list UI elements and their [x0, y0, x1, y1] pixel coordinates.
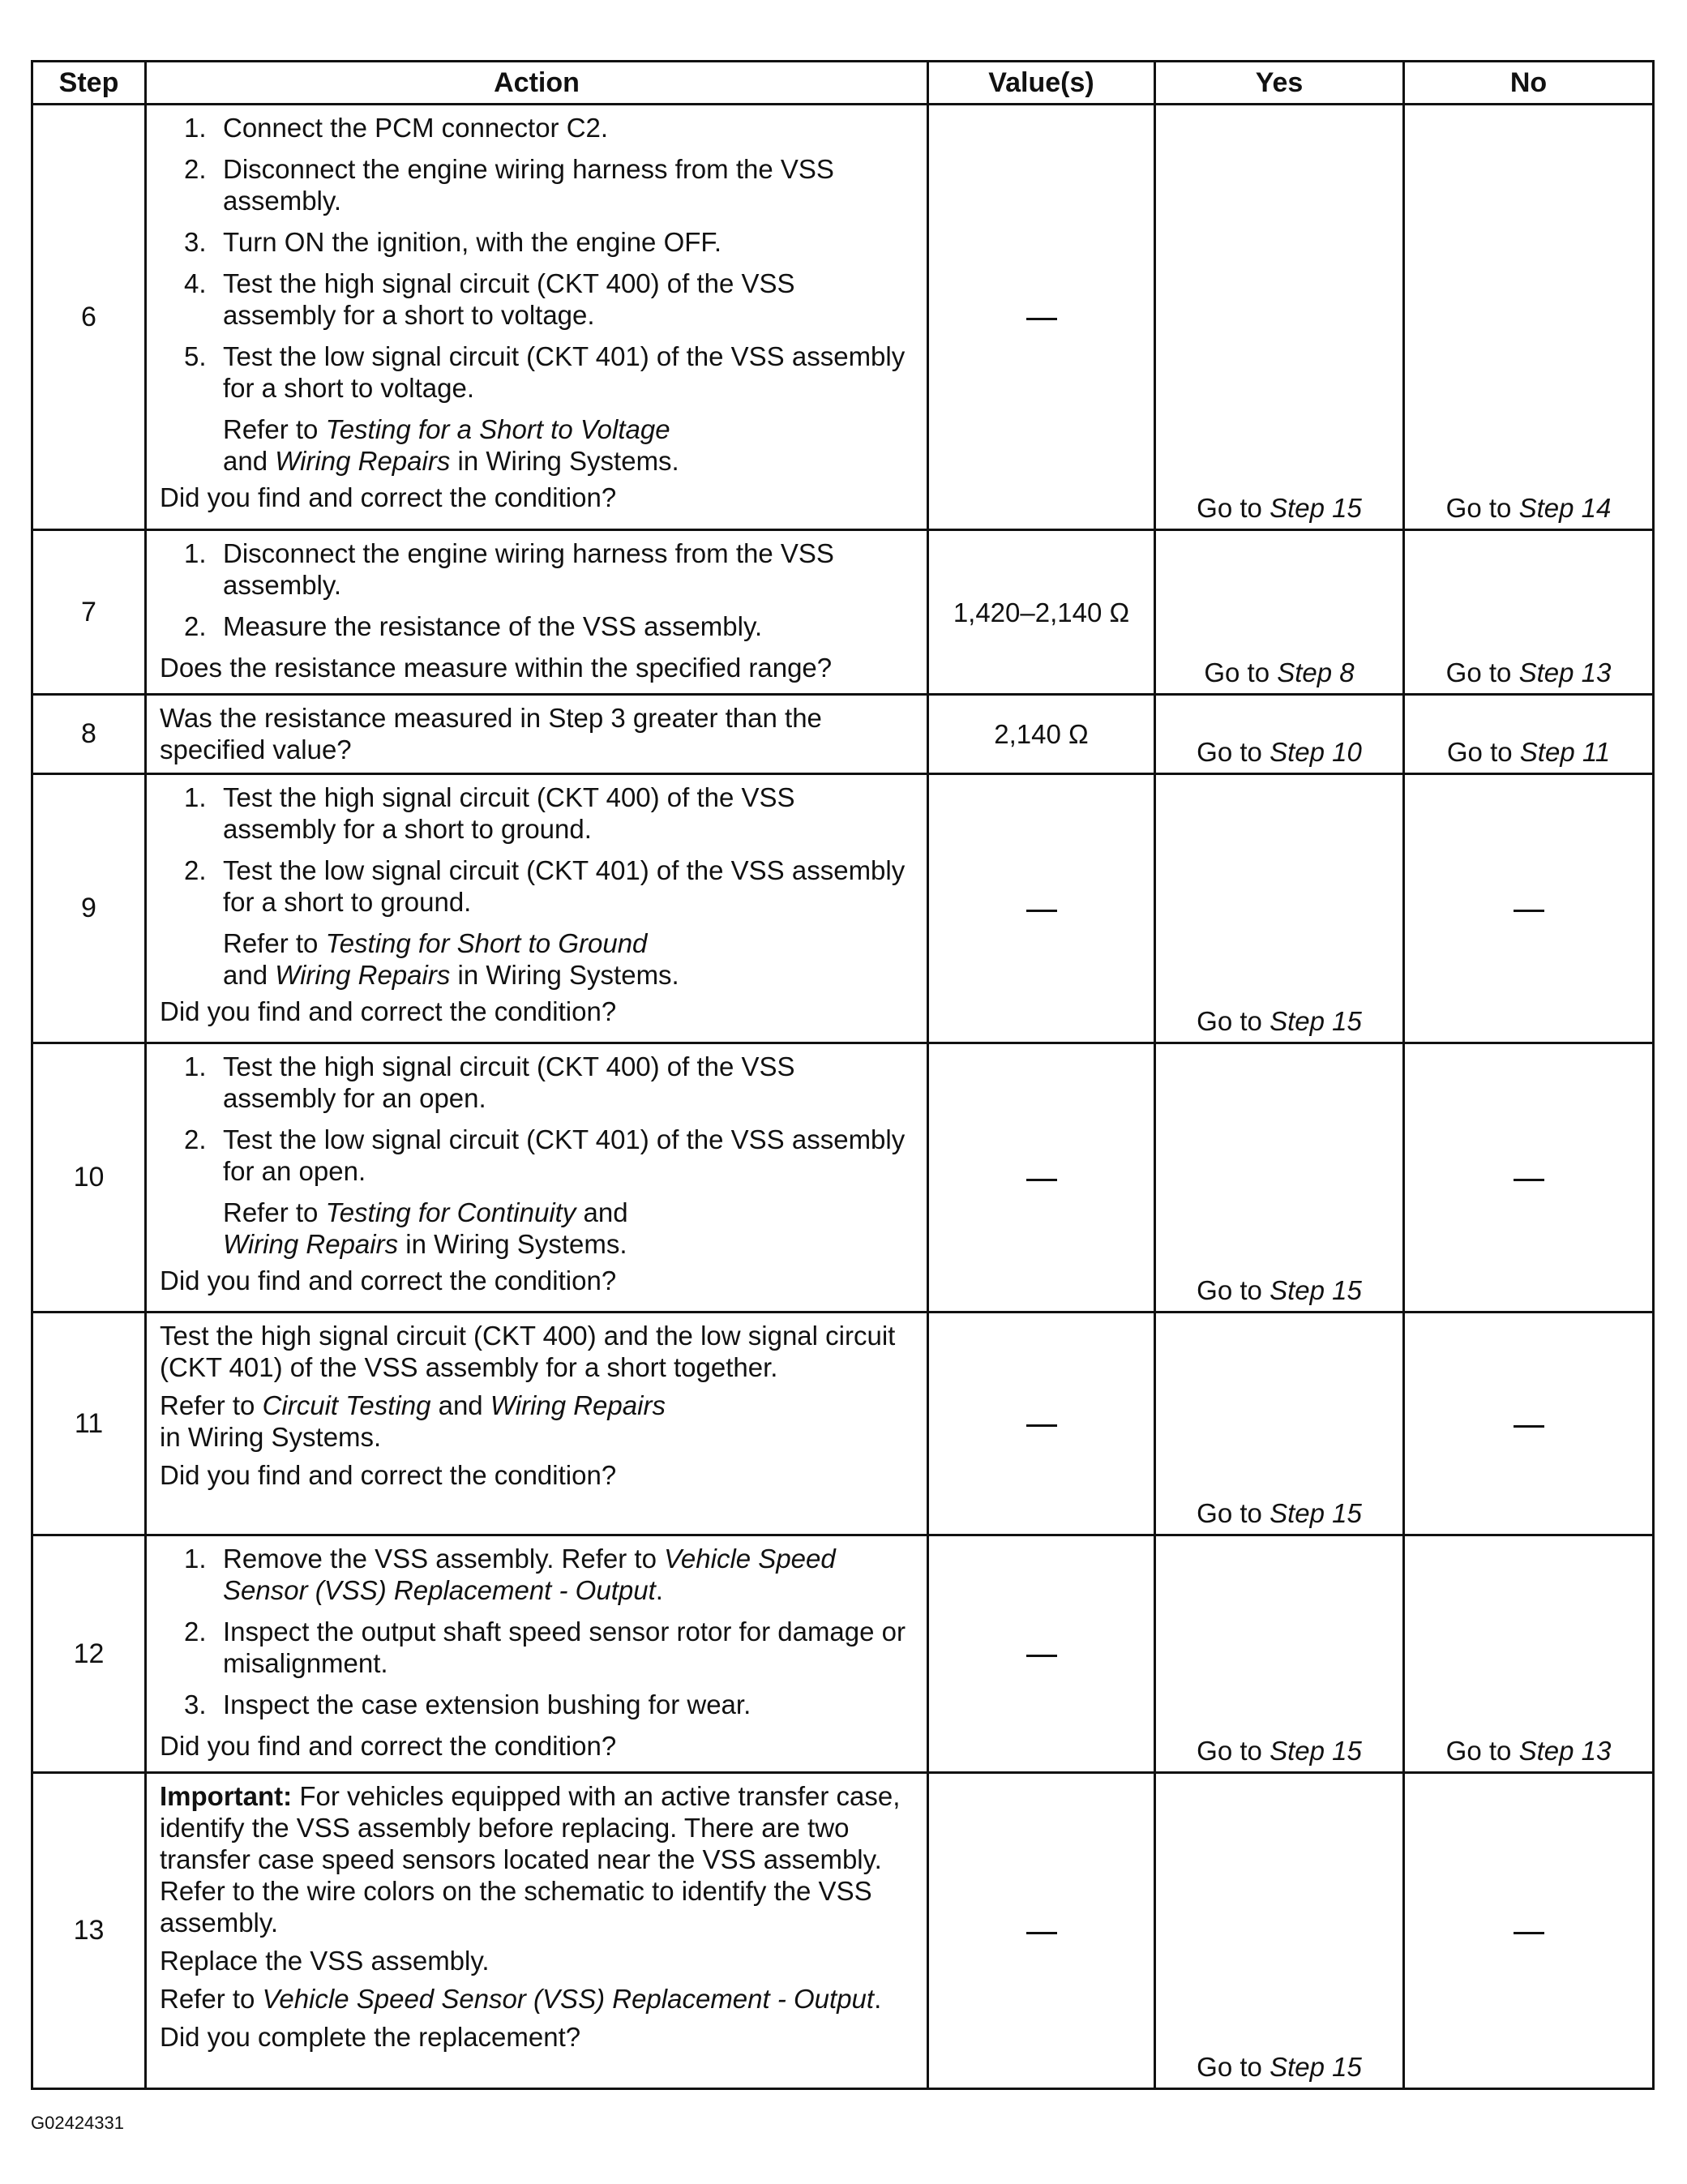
step-number: 12: [32, 1535, 146, 1773]
step-number: 10: [32, 1043, 146, 1313]
action-cell: [146, 105, 928, 530]
list-item: 2. Test the low signal circuit (CKT 401) of the VSS assembly for an open.: [184, 1124, 906, 1186]
action-cell: [146, 1313, 928, 1535]
dash-mark: [1026, 1179, 1057, 1181]
reference-note: Refer to Testing for Continuity and Wiring Repairs in Wiring Systems.: [223, 1197, 628, 1259]
value-cell: 2,140 Ω: [928, 695, 1155, 774]
list-item: 3. Inspect the case extension bushing for wear.: [184, 1689, 751, 1719]
question-text: Does the resistance measure within the specified range?: [160, 653, 833, 683]
action-cell: [146, 695, 928, 774]
question-text: Did you complete the replacement?: [160, 2022, 581, 2052]
no-cell: [1404, 1773, 1654, 2089]
step-number: 11: [32, 1313, 146, 1535]
reference-note: Refer to Testing for a Short to Voltage and Wiring Repairs in Wiring Systems.: [223, 414, 679, 476]
no-cell: [1404, 1313, 1654, 1535]
list-item: 1. Test the high signal circuit (CKT 400) of the VSS assembly for a short to ground.: [184, 782, 795, 844]
action-cell: [146, 1535, 928, 1773]
no-cell: Go to Step 13: [1404, 1535, 1654, 1773]
dash-mark: [1514, 1932, 1544, 1934]
value-cell: [928, 105, 1155, 530]
header-values: Value(s): [928, 62, 1155, 105]
no-cell: [1404, 1043, 1654, 1313]
diagnostic-table-sheet: [31, 60, 1652, 2090]
step-number: 13: [32, 1773, 146, 2089]
list-item: 1. Remove the VSS assembly. Refer to Vehicle Speed Sensor (VSS) Replacement - Output.: [184, 1544, 836, 1605]
header-step: Step: [32, 62, 146, 105]
dash-mark: [1026, 910, 1057, 912]
instruction-text: Test the high signal circuit (CKT 400) and the low signal circuit (CKT 401) of the VSS assembly for a short together.: [160, 1321, 896, 1382]
yes-cell: Go to Step 15: [1155, 774, 1404, 1043]
no-cell: Go to Step 11: [1404, 695, 1654, 774]
question-text: Did you find and correct the condition?: [160, 1460, 617, 1490]
list-item: 1. Disconnect the engine wiring harness from the VSS assembly.: [184, 538, 834, 600]
value-cell: [928, 1773, 1155, 2089]
question-text: Did you find and correct the condition?: [160, 996, 617, 1026]
table-row: [32, 1773, 1654, 2089]
list-item: 4. Test the high signal circuit (CKT 400) of the VSS assembly for a short to voltage.: [184, 268, 795, 330]
list-item: 1. Connect the PCM connector C2.: [184, 113, 609, 143]
table-row: [32, 105, 1654, 530]
question-text: Did you find and correct the condition?: [160, 482, 617, 512]
header-yes: Yes: [1155, 62, 1404, 105]
value-cell: 1,420–2,140 Ω: [928, 530, 1155, 695]
reference-note: Refer to Testing for Short to Ground and Wiring Repairs in Wiring Systems.: [223, 928, 679, 990]
header-no: No: [1404, 62, 1654, 105]
action-cell: [146, 774, 928, 1043]
step-number: 6: [32, 105, 146, 530]
list-item: 2. Measure the resistance of the VSS assembly.: [184, 611, 763, 641]
action-cell: [146, 530, 928, 695]
value-cell: [928, 1535, 1155, 1773]
action-cell: [146, 1773, 928, 2089]
instruction-text: Replace the VSS assembly.: [160, 1946, 490, 1976]
table-row: [32, 774, 1654, 1043]
value-cell: [928, 774, 1155, 1043]
question-text: Did you find and correct the condition?: [160, 1265, 617, 1295]
table-row: [32, 530, 1654, 695]
yes-cell: Go to Step 8: [1155, 530, 1404, 695]
table-row: [32, 1313, 1654, 1535]
list-item: 3. Turn ON the ignition, with the engine OFF.: [184, 227, 722, 257]
value-cell: [928, 1043, 1155, 1313]
table-row: [32, 1043, 1654, 1313]
step-number: 7: [32, 530, 146, 695]
dash-mark: [1026, 1932, 1057, 1934]
list-item: 2. Test the low signal circuit (CKT 401) of the VSS assembly for a short to ground.: [184, 855, 906, 917]
dash-mark: [1514, 1179, 1544, 1181]
yes-cell: Go to Step 15: [1155, 1043, 1404, 1313]
table-row: [32, 1535, 1654, 1773]
dash-mark: [1514, 1425, 1544, 1428]
list-item: 5. Test the low signal circuit (CKT 401) of the VSS assembly for a short to voltage.: [184, 341, 906, 403]
list-item: 2. Inspect the output shaft speed sensor rotor for damage or misalignment.: [184, 1617, 906, 1678]
question-text: Did you find and correct the condition?: [160, 1731, 617, 1761]
important-note: Important: For vehicles equipped with an active transfer case, identify the VSS assembly before replacing. There are two transfer case speed sensors located near the VSS assembly. Refer to the wire colors on the schematic to identify the VSS assembly.: [160, 1781, 901, 1938]
reference-note: Refer to Circuit Testing and Wiring Repairs in Wiring Systems.: [160, 1390, 666, 1452]
diagnostic-table: [31, 60, 1655, 2090]
step-number: 9: [32, 774, 146, 1043]
no-cell: Go to Step 14: [1404, 105, 1654, 530]
question-text: Was the resistance measured in Step 3 greater than the specified value?: [160, 703, 822, 764]
table-row: [32, 695, 1654, 774]
yes-cell: Go to Step 15: [1155, 1535, 1404, 1773]
list-item: 1. Test the high signal circuit (CKT 400) of the VSS assembly for an open.: [184, 1051, 795, 1113]
yes-cell: Go to Step 15: [1155, 105, 1404, 530]
table-header-row: [32, 62, 1654, 105]
dash-mark: [1514, 910, 1544, 912]
value-cell: [928, 1313, 1155, 1535]
dash-mark: [1026, 1655, 1057, 1657]
no-cell: Go to Step 13: [1404, 530, 1654, 695]
yes-cell: Go to Step 15: [1155, 1313, 1404, 1535]
dash-mark: [1026, 1424, 1057, 1427]
header-action: Action: [146, 62, 928, 105]
no-cell: [1404, 774, 1654, 1043]
dash-mark: [1026, 318, 1057, 320]
step-number: 8: [32, 695, 146, 774]
action-cell: [146, 1043, 928, 1313]
figure-id: G02424331: [31, 2113, 124, 2133]
list-item: 2. Disconnect the engine wiring harness from the VSS assembly.: [184, 154, 834, 216]
yes-cell: Go to Step 15: [1155, 1773, 1404, 2089]
yes-cell: Go to Step 10: [1155, 695, 1404, 774]
reference-note: Refer to Vehicle Speed Sensor (VSS) Replacement - Output.: [160, 1984, 882, 2014]
